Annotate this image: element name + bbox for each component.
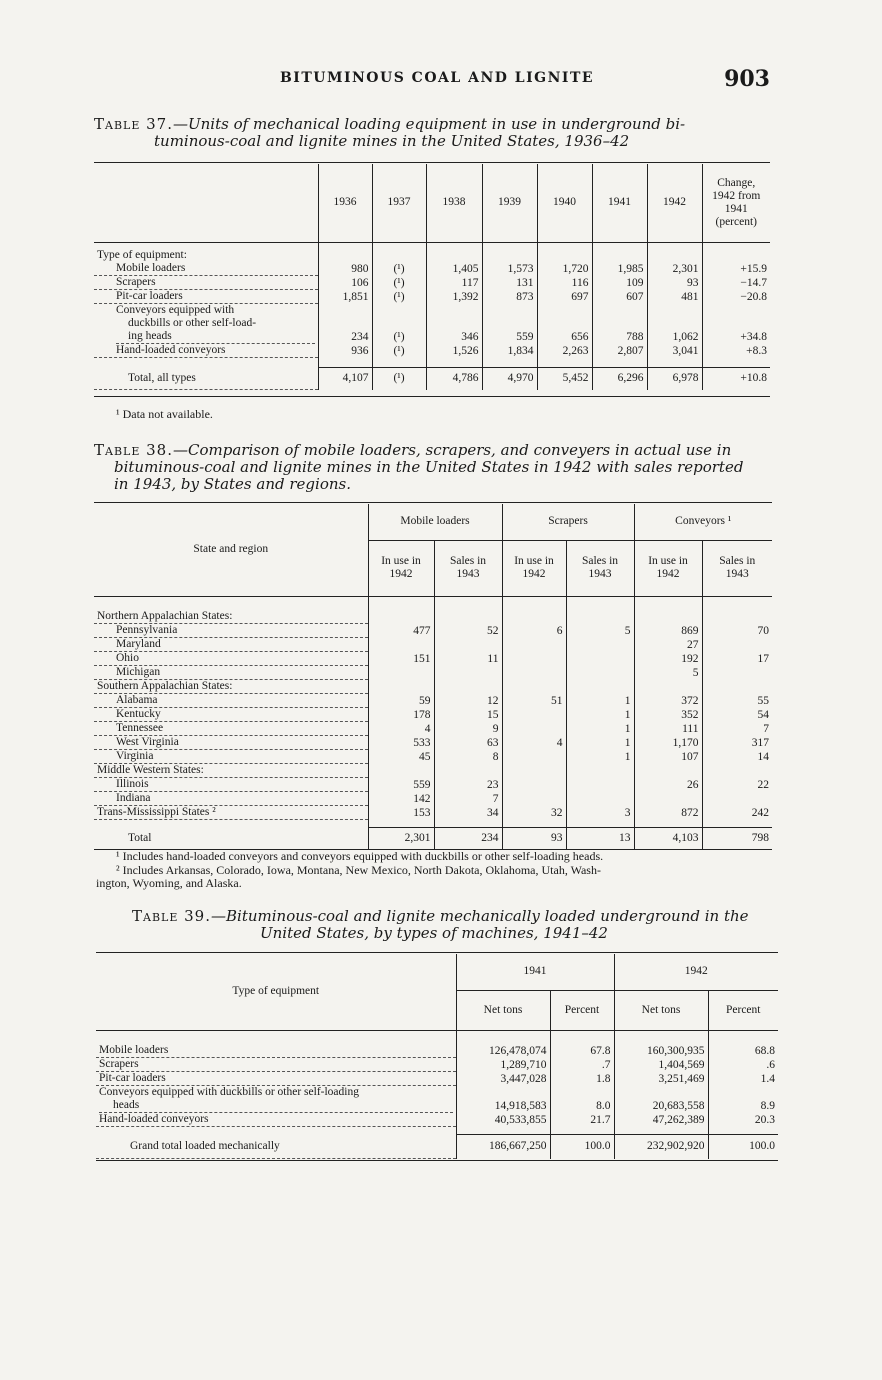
cell: +8.3 — [746, 344, 767, 357]
cell: 1,405 — [426, 262, 482, 276]
col-year: 1940 — [537, 164, 592, 242]
row-label — [96, 1086, 456, 1114]
table-row — [94, 792, 772, 806]
table-37-label: Table 37. — [94, 115, 173, 133]
cell: 2,807 — [592, 344, 647, 358]
group-header-mobile-loaders: Mobile loaders — [368, 504, 502, 540]
cell — [502, 722, 566, 736]
total-row — [94, 828, 772, 850]
cell — [634, 610, 702, 624]
cell: 869 — [634, 624, 702, 638]
sub-header-line: Sales in — [449, 555, 487, 567]
cell: 7 — [434, 792, 502, 806]
cell: 34 — [434, 806, 502, 820]
table-row — [96, 1072, 778, 1086]
cell: −20.8 — [740, 290, 767, 303]
cell: 1,851 — [318, 290, 372, 304]
cell — [502, 778, 566, 792]
cell — [566, 610, 634, 624]
row-label: Tennessee — [94, 722, 368, 736]
row-label: Alabama — [94, 694, 368, 708]
cell: 47,262,389 — [614, 1113, 708, 1127]
cell: 106 — [318, 276, 372, 290]
sub-header — [566, 540, 634, 596]
cell — [566, 792, 634, 806]
cell: 372 — [634, 694, 702, 708]
cell: .7 — [550, 1058, 614, 1072]
sub-header-line: 1942 — [389, 568, 413, 580]
cell — [702, 792, 772, 806]
cell — [702, 666, 772, 680]
cell — [368, 638, 434, 652]
cell: 11 — [434, 652, 502, 666]
cell: 232,902,920 — [614, 1135, 708, 1159]
table-38-title-line-2: bituminous-coal and lignite mines in the United States in 1942 with sales reported — [114, 458, 744, 476]
sub-header-line: Sales in — [581, 555, 619, 567]
cell: 151 — [368, 652, 434, 666]
cell — [502, 680, 566, 694]
cell: 3,447,028 — [456, 1072, 550, 1086]
cell — [702, 638, 772, 652]
cell: 3,041 — [647, 344, 702, 358]
cell — [502, 610, 566, 624]
cell: 100.0 — [749, 1140, 775, 1153]
group-header-scrapers: Scrapers — [502, 504, 634, 540]
table-row — [96, 1058, 778, 1072]
cell — [502, 638, 566, 652]
cell: 5,452 — [537, 368, 592, 390]
row-label: Pennsylvania — [94, 624, 368, 638]
table-row — [94, 708, 772, 722]
cell: +10.8 — [740, 372, 767, 385]
cell: 192 — [634, 652, 702, 666]
cell: 1,985 — [592, 262, 647, 276]
cell: 142 — [368, 792, 434, 806]
cell: 178 — [368, 708, 434, 722]
cell: 317 — [751, 736, 769, 749]
cell — [368, 680, 434, 694]
cell: (¹) — [372, 368, 426, 390]
cell: 17 — [757, 652, 769, 665]
cell — [368, 666, 434, 680]
cell — [434, 610, 502, 624]
cell — [566, 652, 634, 666]
table-row — [94, 750, 772, 764]
cell: 1 — [566, 750, 634, 764]
cell: 1,062 — [647, 304, 702, 345]
cell: 1 — [566, 736, 634, 750]
cell: 234 — [318, 304, 372, 345]
table-39-year-header — [96, 954, 778, 990]
cell — [502, 652, 566, 666]
cell: (¹) — [372, 344, 426, 358]
cell: 126,478,074 — [456, 1044, 550, 1058]
cell: 40,533,855 — [456, 1113, 550, 1127]
page-number: 903 — [724, 66, 770, 92]
table-row — [94, 778, 772, 792]
row-label: Scrapers — [94, 276, 318, 290]
cell: 1,720 — [537, 262, 592, 276]
cell — [368, 764, 434, 778]
row-label-line: Conveyors equipped with — [116, 304, 235, 316]
cell: 116 — [537, 276, 592, 290]
cell: 32 — [502, 806, 566, 820]
cell: .6 — [766, 1058, 775, 1071]
cell: 3 — [566, 806, 634, 820]
cell: 13 — [566, 828, 634, 850]
cell: 2,301 — [368, 828, 434, 850]
table-37-footnote: ¹ Data not available. — [116, 407, 213, 421]
cell: 6,978 — [647, 368, 702, 390]
cell: 117 — [426, 276, 482, 290]
row-label: Northern Appalachian States: — [94, 610, 368, 624]
cell: 8.9 — [760, 1100, 775, 1112]
cell — [566, 680, 634, 694]
table-39-caption — [132, 908, 782, 942]
cell: 111 — [634, 722, 702, 736]
cell: 27 — [634, 638, 702, 652]
cell: 4,970 — [482, 368, 537, 390]
row-label: Mobile loaders — [94, 262, 318, 276]
cell: 656 — [537, 304, 592, 345]
cell: 1 — [566, 708, 634, 722]
table-row — [94, 638, 772, 652]
cell: 54 — [757, 708, 769, 721]
sub-header-line: 1942 — [522, 568, 546, 580]
cell: (¹) — [372, 276, 426, 290]
cell: 1,526 — [426, 344, 482, 358]
cell: 63 — [434, 736, 502, 750]
table-37-caption — [94, 116, 784, 150]
cell: 2,301 — [647, 262, 702, 276]
cell: +34.8 — [740, 331, 767, 343]
cell: 234 — [434, 828, 502, 850]
table-38-group-header — [94, 504, 772, 540]
sub-header — [502, 540, 566, 596]
table-row — [94, 694, 772, 708]
cell: 798 — [751, 832, 769, 844]
sub-header-line: In use in — [514, 555, 554, 567]
cell: 3,251,469 — [614, 1072, 708, 1086]
cell — [434, 666, 502, 680]
cell: 12 — [434, 694, 502, 708]
group-label: Type of equipment: — [94, 242, 318, 262]
col-year: 1942 — [647, 164, 702, 242]
row-label: Virginia — [94, 750, 368, 764]
table-row — [94, 276, 770, 290]
row-label-line: Conveyors equipped with duckbills or other self-loading — [99, 1086, 359, 1098]
cell — [502, 708, 566, 722]
cell: 1.8 — [550, 1072, 614, 1086]
cell: 186,667,250 — [456, 1135, 550, 1159]
row-label: Middle Western States: — [94, 764, 368, 778]
table-38-caption — [94, 442, 784, 493]
cell: 477 — [368, 624, 434, 638]
row-label: Illinois — [94, 778, 368, 792]
sub-header — [702, 540, 772, 596]
row-label: Michigan — [94, 666, 368, 680]
sub-header — [368, 540, 434, 596]
table-37 — [94, 164, 770, 390]
cell: 788 — [592, 304, 647, 345]
table-39-label: Table 39. — [132, 907, 211, 925]
cell: 6,296 — [592, 368, 647, 390]
table-group-row — [94, 610, 772, 624]
table-group-row — [94, 764, 772, 778]
cell: 2,263 — [537, 344, 592, 358]
cell — [502, 666, 566, 680]
group-header-conveyors: Conveyors ¹ — [634, 504, 772, 540]
cell: 100.0 — [550, 1135, 614, 1159]
cell — [702, 610, 772, 624]
cell: 697 — [537, 290, 592, 304]
table-row — [94, 262, 770, 276]
sub-header: Percent — [550, 990, 614, 1030]
cell: 1.4 — [760, 1072, 775, 1085]
cell — [634, 764, 702, 778]
cell — [502, 764, 566, 778]
cell: 160,300,935 — [614, 1044, 708, 1058]
table-38-footnote-2-cont: ington, Wyoming, and Alaska. — [96, 876, 242, 890]
col-year: 1937 — [372, 164, 426, 242]
col-change — [702, 164, 770, 242]
row-label: Maryland — [94, 638, 368, 652]
cell — [502, 792, 566, 806]
col-year: 1939 — [482, 164, 537, 242]
table-37-header-row — [94, 164, 770, 242]
cell: 1,392 — [426, 290, 482, 304]
row-label: Kentucky — [94, 708, 368, 722]
cell: 20,683,558 — [614, 1086, 708, 1114]
cell: 109 — [592, 276, 647, 290]
cell: 107 — [634, 750, 702, 764]
cell: 4,107 — [318, 368, 372, 390]
cell — [566, 666, 634, 680]
cell: 8 — [434, 750, 502, 764]
cell — [502, 750, 566, 764]
cell — [634, 792, 702, 806]
cell: (¹) — [372, 290, 426, 304]
row-label: Pit-car loaders — [94, 290, 318, 304]
cell: 980 — [318, 262, 372, 276]
row-label: Hand-loaded conveyors — [94, 344, 318, 358]
cell: 559 — [368, 778, 434, 792]
table-38-title-line-3: in 1943, by States and regions. — [114, 475, 351, 493]
cell: 936 — [318, 344, 372, 358]
row-label: Scrapers — [96, 1058, 456, 1072]
cell: 5 — [566, 624, 634, 638]
col-year: 1942 — [614, 954, 778, 990]
cell: 1,404,569 — [614, 1058, 708, 1072]
cell — [368, 610, 434, 624]
table-row — [96, 1044, 778, 1058]
cell: 4 — [368, 722, 434, 736]
cell: 153 — [368, 806, 434, 820]
cell: 131 — [482, 276, 537, 290]
cell: 481 — [647, 290, 702, 304]
total-label: Grand total loaded mechanically — [96, 1135, 456, 1159]
cell: 1,289,710 — [456, 1058, 550, 1072]
sub-header — [634, 540, 702, 596]
cell: 23 — [434, 778, 502, 792]
row-label: Trans-Mississippi States ² — [94, 806, 368, 820]
change-header-line: 1941 — [724, 202, 748, 215]
cell — [434, 638, 502, 652]
cell — [566, 764, 634, 778]
cell: 346 — [426, 304, 482, 345]
col-year: 1941 — [456, 954, 614, 990]
cell: (¹) — [372, 262, 426, 276]
table-38-footnote-2: ² Includes Arkansas, Colorado, Iowa, Montana, New Mexico, North Dakota, Oklahoma, Utah, Wash- — [116, 863, 601, 877]
cell: 14,918,583 — [456, 1086, 550, 1114]
sub-header-line: 1942 — [656, 568, 680, 580]
table-37-title-line-1: —Units of mechanical loading equipment in use in underground bi- — [173, 115, 686, 133]
cell — [702, 680, 772, 694]
row-label-line: ing heads — [116, 330, 315, 344]
stub-header: Type of equipment — [96, 954, 456, 1030]
cell — [566, 778, 634, 792]
cell: 55 — [757, 694, 769, 707]
cell: 559 — [482, 304, 537, 345]
sub-header-line: Sales in — [719, 555, 756, 567]
cell: 1 — [566, 694, 634, 708]
cell: 1,834 — [482, 344, 537, 358]
table-group-row — [94, 806, 772, 820]
table-row — [94, 344, 770, 358]
table-39-title-line-1: —Bituminous-coal and lignite mechanically loaded underground in the — [211, 907, 749, 925]
cell: 8.0 — [550, 1086, 614, 1114]
table-39 — [96, 954, 778, 1159]
cell: 5 — [634, 666, 702, 680]
cell: 1,170 — [634, 736, 702, 750]
cell: 51 — [502, 694, 566, 708]
cell: 607 — [592, 290, 647, 304]
cell — [434, 764, 502, 778]
table-38-label: Table 38. — [94, 441, 173, 459]
table-row — [94, 624, 772, 638]
sub-header-line: In use in — [648, 555, 688, 567]
running-title: BITUMINOUS COAL AND LIGNITE — [279, 70, 595, 86]
change-header-line: Change, — [717, 176, 756, 189]
cell: 52 — [434, 624, 502, 638]
cell — [702, 764, 772, 778]
cell: 20.3 — [754, 1113, 775, 1126]
change-header-line: 1942 from — [712, 189, 761, 202]
cell: 21.7 — [550, 1113, 614, 1127]
sub-header: Net tons — [614, 990, 708, 1030]
stub-header: State and region — [94, 504, 368, 596]
row-label: Mobile loaders — [96, 1044, 456, 1058]
table-row — [96, 1113, 778, 1127]
row-label: Ohio — [94, 652, 368, 666]
cell: (¹) — [372, 304, 426, 345]
sub-header: Net tons — [456, 990, 550, 1030]
cell: 93 — [647, 276, 702, 290]
running-head — [92, 66, 782, 94]
sub-header: Percent — [708, 990, 778, 1030]
cell: 1,573 — [482, 262, 537, 276]
total-row — [96, 1135, 778, 1159]
table-row — [94, 304, 770, 345]
cell: 242 — [751, 806, 769, 819]
total-row — [94, 368, 770, 390]
cell: −14.7 — [740, 276, 767, 289]
table-38-title-line-1: —Comparison of mobile loaders, scrapers, and conveyers in actual use in — [173, 441, 732, 459]
cell: 872 — [634, 806, 702, 820]
cell: 6 — [502, 624, 566, 638]
cell: 26 — [634, 778, 702, 792]
row-label: Southern Appalachian States: — [94, 680, 368, 694]
row-label: West Virginia — [94, 736, 368, 750]
table-37-title-line-2: tuminous-coal and lignite mines in the United States, 1936–42 — [154, 132, 630, 150]
cell — [634, 680, 702, 694]
cell: 67.8 — [550, 1044, 614, 1058]
cell: 14 — [757, 750, 769, 763]
change-header-line: (percent) — [715, 215, 757, 228]
cell: 59 — [368, 694, 434, 708]
table-38-footnote-1: ¹ Includes hand-loaded conveyors and conveyors equipped with duckbills or other self-loading heads. — [116, 849, 604, 863]
cell: 4 — [502, 736, 566, 750]
sub-header — [434, 540, 502, 596]
cell: 1 — [566, 722, 634, 736]
cell: 45 — [368, 750, 434, 764]
cell: 4,103 — [634, 828, 702, 850]
cell — [566, 638, 634, 652]
cell: 70 — [757, 624, 769, 637]
cell: 15 — [434, 708, 502, 722]
total-label: Total, all types — [94, 368, 318, 390]
row-label — [94, 304, 318, 345]
table-row — [94, 722, 772, 736]
row-label: Hand-loaded conveyors — [96, 1113, 456, 1127]
cell: 68.8 — [754, 1044, 775, 1057]
col-year: 1941 — [592, 164, 647, 242]
cell: 22 — [757, 778, 769, 791]
sub-header-line: 1943 — [588, 568, 612, 580]
cell: 7 — [763, 722, 769, 735]
table-group-row — [94, 680, 772, 694]
cell: 93 — [502, 828, 566, 850]
cell — [434, 680, 502, 694]
sub-header-line: In use in — [381, 555, 421, 567]
table-row — [94, 652, 772, 666]
table-row — [94, 666, 772, 680]
cell: 4,786 — [426, 368, 482, 390]
col-year: 1938 — [426, 164, 482, 242]
sub-header-line: 1943 — [456, 568, 480, 580]
table-39-title-line-2: United States, by types of machines, 1941–42 — [260, 924, 608, 942]
cell: 352 — [634, 708, 702, 722]
row-label: Pit-car loaders — [96, 1072, 456, 1086]
total-label: Total — [94, 828, 368, 850]
row-label-line: duckbills or other self-load- — [128, 317, 257, 329]
cell: 533 — [368, 736, 434, 750]
cell: 9 — [434, 722, 502, 736]
table-38 — [94, 504, 772, 851]
table-row — [96, 1086, 778, 1114]
cell: +15.9 — [740, 262, 767, 275]
cell: 873 — [482, 290, 537, 304]
row-label-line: heads — [99, 1099, 453, 1113]
table-row — [94, 736, 772, 750]
col-year: 1936 — [318, 164, 372, 242]
table-row — [94, 290, 770, 304]
row-label: Indiana — [94, 792, 368, 806]
sub-header-line: 1943 — [725, 568, 749, 580]
